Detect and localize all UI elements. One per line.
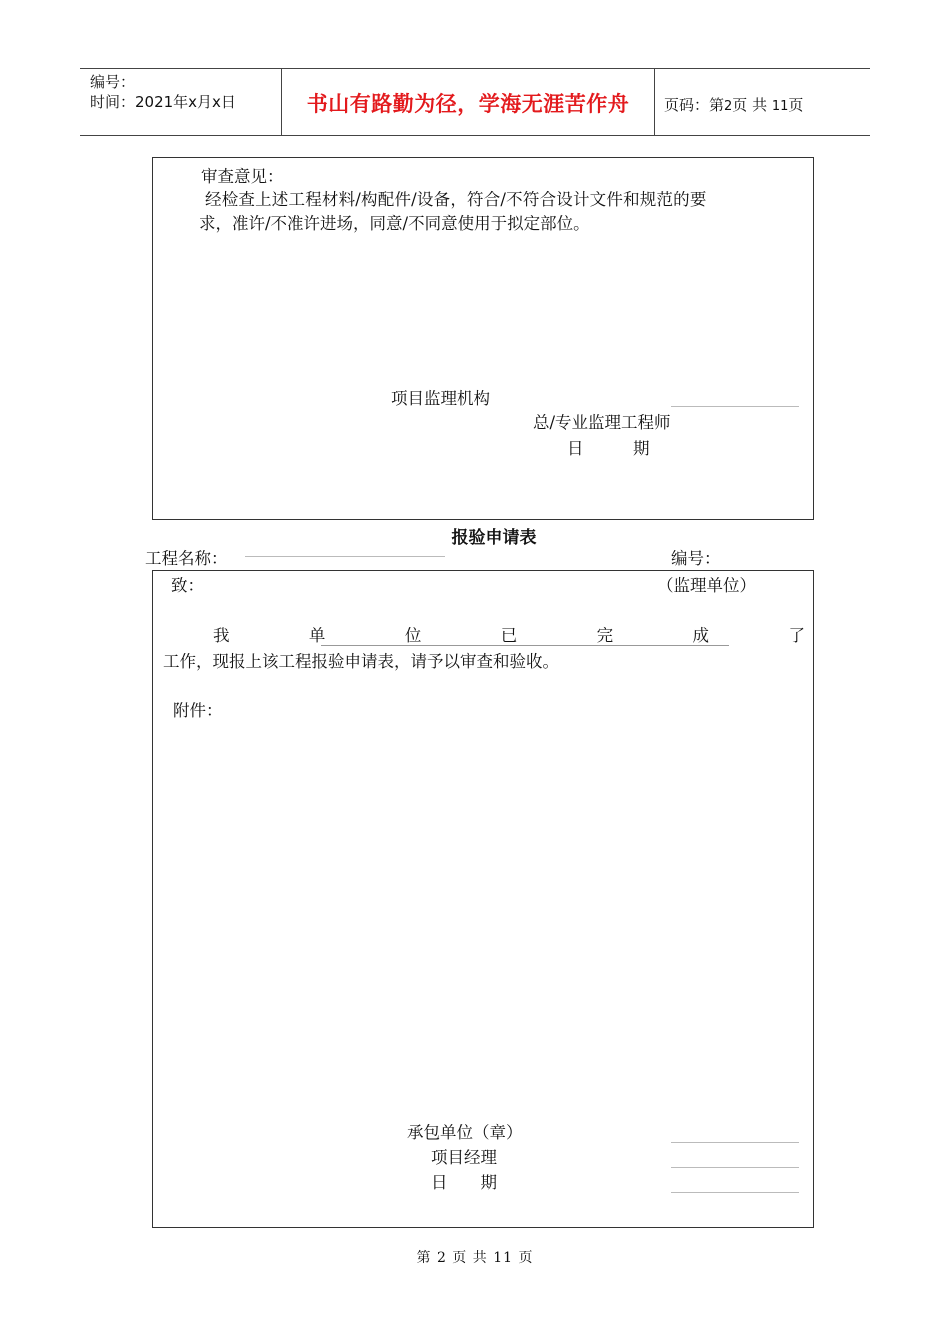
supervision-org-label: 项目监理机构 <box>391 389 490 408</box>
review-opinion-box <box>152 157 814 520</box>
body-text-line2: 工作，现报上该工程报验申请表，请予以审查和验收。 <box>163 652 559 671</box>
project-manager-signature-line[interactable] <box>671 1167 799 1168</box>
sentence-char: 成 <box>692 626 710 645</box>
application-date-line[interactable] <box>671 1192 799 1193</box>
header-time-label: 时间：2021年x月x日 <box>90 93 236 111</box>
header-motto: 书山有路勤为径，学海无涯苦作舟 <box>306 92 630 116</box>
review-date-label: 日 期 <box>567 439 650 458</box>
header-top-rule <box>80 68 870 69</box>
sentence-char: 了 <box>788 626 805 645</box>
header-left-cell <box>90 72 236 112</box>
supervision-org-signature-line <box>671 406 799 407</box>
attachment-label: 附件： <box>173 701 223 720</box>
contractor-label: 承包单位（章） <box>407 1123 523 1142</box>
sentence-char: 已 <box>500 626 518 645</box>
application-box <box>152 570 814 1228</box>
project-manager-label: 项目经理 <box>431 1148 497 1167</box>
sentence-char: 完 <box>596 626 614 645</box>
review-text-line2: 求，准许/不准许进场，同意/不同意使用于拟定部位。 <box>199 214 590 233</box>
completed-work-input-line[interactable] <box>321 645 729 646</box>
form-title: 报验申请表 <box>451 528 537 548</box>
header-divider-right <box>654 68 655 136</box>
header-number-label: 编号： <box>90 73 136 91</box>
project-name-label: 工程名称： <box>145 549 228 568</box>
supervision-unit-label: （监理单位） <box>657 576 756 595</box>
chief-engineer-label: 总/专业监理工程师 <box>533 413 671 432</box>
contractor-signature-line[interactable] <box>671 1142 799 1143</box>
page-suffix: 页 <box>788 96 804 114</box>
project-name-input-line[interactable] <box>245 556 445 557</box>
page-current: 2 <box>724 99 733 114</box>
header-bottom-rule <box>80 135 870 136</box>
page-mid: 页 共 <box>732 96 768 114</box>
review-text-line1: 经检查上述工程材料/构配件/设备，符合/不符合设计文件和规范的要 <box>205 190 707 209</box>
form-number-label: 编号： <box>671 549 721 568</box>
to-label: 致： <box>171 576 204 595</box>
sentence-char: 单 <box>308 626 326 645</box>
header-page-number <box>664 94 803 115</box>
sentence-char: 我 <box>213 626 230 645</box>
application-date-label: 日 期 <box>431 1173 497 1192</box>
sentence-char: 位 <box>404 626 422 645</box>
review-title: 审查意见： <box>201 167 284 186</box>
page-prefix: 页码：第 <box>664 96 725 114</box>
page-total: 11 <box>771 99 789 114</box>
page-footer: 第 2 页 共 11 页 <box>416 1250 534 1266</box>
